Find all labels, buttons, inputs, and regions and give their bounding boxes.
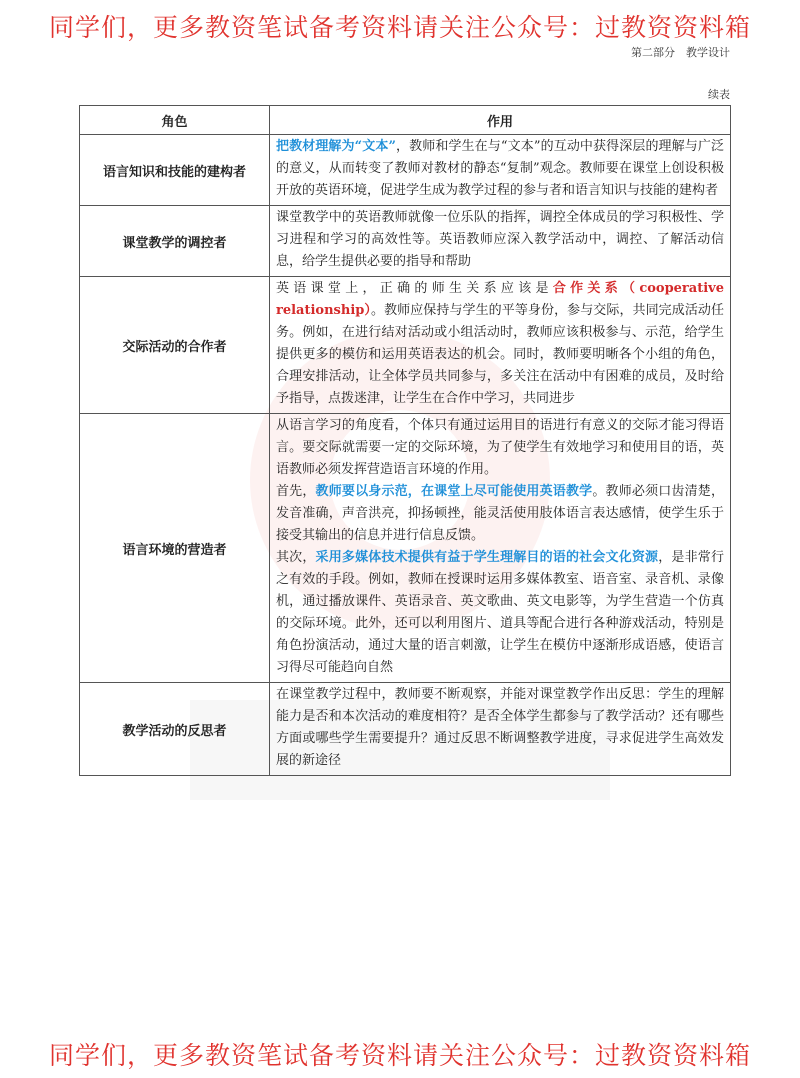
body-text: 。教师应保持与学生的平等身份，参与交际，共同完成活动任务。例如，在进行结对活动或小组活动时，教师应该积极参与、示范，给学生提供更多的模仿和运用英语表达的机会。同时，教师要明晰各个小组的角色，合理安排活动，让全体学员共同参与，多关注在活动中有困难的成员，及时给予指导，点拨迷津，让学生在合作中学习，共同进步 — [276, 303, 724, 406]
role-cell: 交际活动的合作者 — [80, 277, 270, 414]
body-text: ，是非常行之有效的手段。例如，教师在授课时运用多媒体教室、语音室、录音机、录像机，通过播放课件、英语录音、英文歌曲、英文电影等，为学生营造一个仿真的交际环境。此外，还可以利用图片、道具等配合进行各种游戏活动，特别是角色扮演活动，通过大量的语言刺激，让学生在模仿中逐渐形成语感，使语言习得尽可能趋向自然 — [276, 550, 724, 675]
function-cell — [270, 683, 731, 776]
body-text: 其次， — [276, 550, 316, 565]
highlighted-text: 采用多媒体技术提供有益于学生理解目的语的社会文化资源 — [315, 550, 659, 565]
function-paragraph — [276, 278, 724, 410]
running-header: 第二部分 教学设计 — [631, 46, 730, 59]
role-cell: 语言知识和技能的建构者 — [80, 135, 270, 206]
body-text: 英语课堂上，正确的师生关系应该是 — [276, 281, 553, 296]
table-row — [80, 277, 731, 414]
body-text: ，教师和学生在与“文本”的互动中获得深层的理解与广泛的意义，从而转变了教师对教材的静态“复制”观念。教师要在课堂上创设积极开放的英语环境，促进学生成为教学过程的参与者和语言知识与技能的建构者 — [276, 139, 724, 198]
function-paragraph — [276, 481, 724, 547]
function-paragraph — [276, 415, 724, 481]
body-text: 从语言学习的角度看，个体只有通过运用目的语进行有意义的交际才能习得语言。要交际就需要一定的交际环境，为了使学生有效地学习和使用目的语，英语教师必须发挥营造语言环境的作用。 — [276, 418, 724, 477]
roles-table — [79, 105, 731, 776]
function-cell — [270, 277, 731, 414]
function-paragraph — [276, 547, 724, 679]
highlighted-text: 教师要以身示范，在课堂上尽可能使用英语教学 — [315, 484, 593, 499]
promo-banner-top: 同学们，更多教资笔试备考资料请关注公众号：过教资资料箱 — [48, 13, 751, 42]
table-row — [80, 206, 731, 277]
header-function: 作用 — [270, 106, 731, 135]
function-paragraph — [276, 136, 724, 202]
function-cell — [270, 135, 731, 206]
promo-banner-bottom: 同学们，更多教资笔试备考资料请关注公众号：过教资资料箱 — [48, 1041, 751, 1070]
function-cell — [270, 414, 731, 683]
header-role: 角色 — [80, 106, 270, 135]
function-cell — [270, 206, 731, 277]
table-row — [80, 414, 731, 683]
role-cell: 课堂教学的调控者 — [80, 206, 270, 277]
body-text: 在课堂教学过程中，教师要不断观察，并能对课堂教学作出反思：学生的理解能力是否和本次活动的难度相符？是否全体学生都参与了教学活动？还有哪些方面或哪些学生需要提升？通过反思不断调整教学进度，寻求促进学生高效发展的新途径 — [276, 687, 724, 768]
body-text: 课堂教学中的英语教师就像一位乐队的指挥，调控全体成员的学习积极性、学习进程和学习的高效性等。英语教师应深入教学活动中，调控、了解活动信息，给学生提供必要的指导和帮助 — [276, 210, 724, 269]
role-cell: 教学活动的反思者 — [80, 683, 270, 776]
function-paragraph — [276, 684, 724, 772]
continued-label: 续表 — [708, 88, 730, 101]
table-row — [80, 135, 731, 206]
highlighted-text: 把教材理解为“文本” — [276, 139, 396, 154]
role-cell: 语言环境的营造者 — [80, 414, 270, 683]
table-header-row — [80, 106, 731, 135]
body-text: 。教师必须口齿清楚，发音准确，声音洪亮，抑扬顿挫，能灵活使用肢体语言表达感情，使学生乐于接受其输出的信息并进行信息反馈。 — [276, 484, 724, 543]
table-row — [80, 683, 731, 776]
table-body — [80, 135, 731, 776]
body-text: 首先， — [276, 484, 316, 499]
function-paragraph — [276, 207, 724, 273]
highlighted-text: 合作关系（cooperative relationship） — [276, 281, 724, 318]
